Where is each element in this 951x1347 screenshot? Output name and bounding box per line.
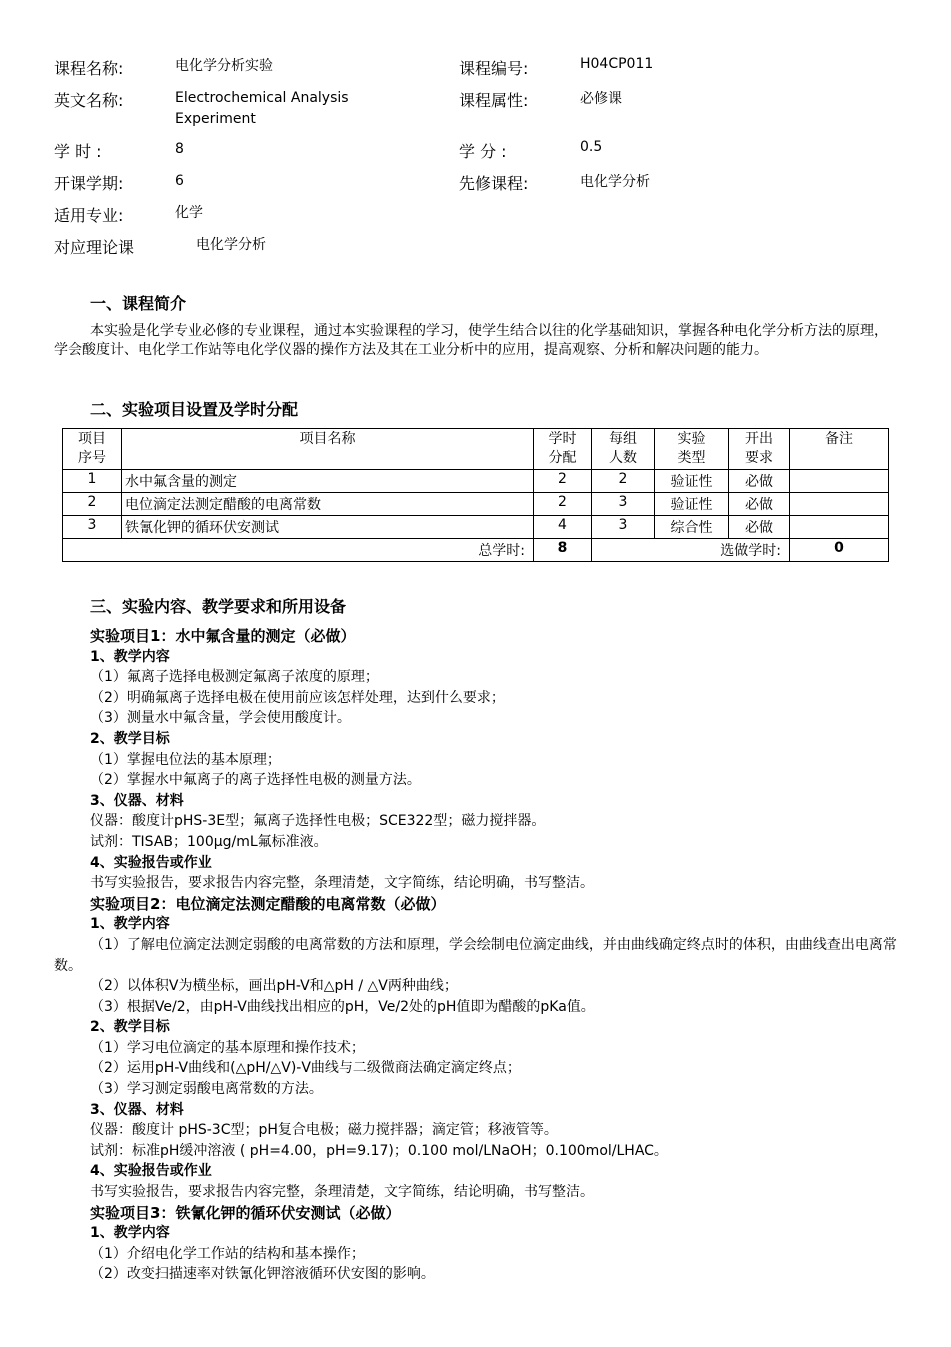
semester: 6 [175, 173, 184, 189]
subsection-heading: 3、仪器、材料 [90, 792, 184, 809]
major: 化学 [175, 205, 203, 221]
info-row [54, 203, 914, 226]
project-table [62, 428, 889, 562]
table-header: 开出 要求 [729, 429, 790, 470]
info-row [54, 88, 914, 130]
info-row [54, 235, 914, 258]
prereq: 电化学分析 [580, 174, 650, 190]
table-total-row [63, 539, 889, 562]
english-name: Electrochemical Analysis Experiment [175, 90, 349, 127]
section2-title: 二、实验项目设置及学时分配 [90, 400, 299, 419]
table-cell: 必做 [729, 470, 790, 493]
project-heading: 实验项目2：电位滴定法测定醋酸的电离常数（必做） [90, 894, 446, 913]
content-line: 试剂：TISAB；100μg/mL氟标准液。 [90, 833, 328, 850]
content-line: （1）氟离子选择电极测定氟离子浓度的原理； [90, 669, 379, 686]
table-cell [790, 493, 889, 516]
content-line: （2）改变扫描速率对铁氰化钾溶液循环伏安图的影响。 [90, 1266, 435, 1283]
theory-label: 对应理论课 [54, 238, 135, 257]
table-cell: 验证性 [655, 470, 729, 493]
content-line: 试剂：标准pH缓冲溶液 ( pH=4.00，pH=9.17)；0.100 mol/LNaOH；0.100mol/LHAC。 [90, 1142, 668, 1159]
info-row [54, 56, 914, 79]
content-line: 书写实验报告，要求报告内容完整，条理清楚，文字简练，结论明确，书写整洁。 [90, 1184, 594, 1201]
elective-hours: 0 [790, 539, 889, 562]
course-code-label: 课程编号: [459, 59, 529, 78]
content-line: （1）了解电位滴定法测定弱酸的电离常数的方法和原理，学会绘制电位滴定曲线，并由曲线确定终点时的体积，由曲线查出电离常数。 [54, 936, 897, 974]
section3-content [54, 626, 900, 1285]
table-header: 备注 [790, 429, 889, 470]
table-cell: 3 [592, 516, 655, 539]
table-cell: 综合性 [655, 516, 729, 539]
table-cell: 必做 [729, 516, 790, 539]
table-cell: 电位滴定法测定醋酸的电离常数 [122, 493, 534, 516]
table-cell: 2 [592, 470, 655, 493]
table-header-row [63, 429, 889, 470]
content-line: （2）明确氟离子选择电极在使用前应该怎样处理，达到什么要求； [90, 689, 505, 706]
table-cell [790, 470, 889, 493]
table-header: 项目 序号 [63, 429, 122, 470]
section3-title: 三、实验内容、教学要求和所用设备 [90, 597, 347, 616]
theory: 电化学分析 [196, 237, 266, 253]
content-line: （1）学习电位滴定的基本原理和操作技术； [90, 1039, 365, 1056]
section1-text: 本实验是化学专业必修的专业课程，通过本实验课程的学习，使学生结合以往的化学基础知识，掌握各种电化学分析方法的原理，学会酸度计、电化学工作站等电化学仪器的操作方法及其在工业分析中的应用，提高观察、分析和解决问题的能力。 [54, 323, 888, 358]
project-heading: 实验项目1：水中氟含量的测定（必做） [90, 627, 356, 645]
table-cell [790, 516, 889, 539]
subsection-heading: 2、教学目标 [90, 730, 170, 747]
table-cell: 2 [534, 493, 592, 516]
course-name-label: 课程名称: [54, 59, 124, 78]
table-row [63, 516, 889, 539]
course-code: H04CP011 [580, 56, 654, 72]
content-line: 仪器：酸度计pHS-3E型；氟离子选择性电极；SCE322型；磁力搅拌器。 [90, 813, 546, 830]
table-cell: 3 [592, 493, 655, 516]
section1-title: 一、课程简介 [90, 294, 187, 313]
project-heading: 实验项目3：铁氰化钾的循环伏安测试（必做） [90, 1203, 401, 1222]
course-name: 电化学分析实验 [175, 58, 273, 74]
info-row [54, 139, 914, 162]
major-label: 适用专业: [54, 206, 124, 225]
hours: 8 [175, 141, 184, 157]
table-cell: 2 [63, 493, 122, 516]
english-name-label: 英文名称: [54, 91, 124, 110]
content-line: 仪器：酸度计 pHS-3C型；pH复合电极；磁力搅拌器；滴定管；移液管等。 [90, 1122, 558, 1139]
course-type: 必修课 [580, 91, 622, 107]
table-header: 每组 人数 [592, 429, 655, 470]
table-header: 学时 分配 [534, 429, 592, 470]
table-header: 项目名称 [122, 429, 534, 470]
table-cell: 3 [63, 516, 122, 539]
total-hours: 8 [534, 539, 592, 562]
course-type-label: 课程属性: [459, 91, 529, 110]
content-line: （3）根据Ve/2，由pH-V曲线找出相应的pH，Ve/2处的pH值即为醋酸的pKa值。 [90, 998, 595, 1015]
content-line: 书写实验报告，要求报告内容完整，条理清楚，文字简练，结论明确，书写整洁。 [90, 875, 594, 892]
subsection-heading: 4、实验报告或作业 [90, 1163, 212, 1180]
content-line: （2）掌握水中氟离子的离子选择性电极的测量方法。 [90, 772, 421, 789]
prereq-label: 先修课程: [459, 174, 529, 193]
content-line: （1）掌握电位法的基本原理； [90, 751, 281, 768]
table-row [63, 493, 889, 516]
course-info [54, 56, 914, 267]
table-header: 实验 类型 [655, 429, 729, 470]
table-cell: 铁氰化钾的循环伏安测试 [122, 516, 534, 539]
table-cell: 水中氟含量的测定 [122, 470, 534, 493]
subsection-heading: 1、教学内容 [90, 648, 170, 665]
table-cell: 必做 [729, 493, 790, 516]
table-cell: 1 [63, 470, 122, 493]
elective-label: 选做学时: [592, 539, 790, 562]
content-line: （2）以体积V为横坐标，画出pH-V和△pH / △V两种曲线； [90, 978, 458, 995]
content-line: （3）学习测定弱酸电离常数的方法。 [90, 1081, 323, 1098]
subsection-heading: 2、教学目标 [90, 1019, 170, 1036]
total-label: 总学时: [63, 539, 534, 562]
subsection-heading: 3、仪器、材料 [90, 1101, 184, 1118]
subsection-heading: 4、实验报告或作业 [90, 854, 212, 871]
content-line: （3）测量水中氟含量，学会使用酸度计。 [90, 710, 351, 727]
info-row [54, 171, 914, 194]
semester-label: 开课学期: [54, 174, 124, 193]
credits: 0.5 [580, 139, 603, 155]
table-cell: 2 [534, 470, 592, 493]
subsection-heading: 1、教学内容 [90, 1225, 170, 1242]
table-cell: 4 [534, 516, 592, 539]
table-row [63, 470, 889, 493]
content-line: （2）运用pH-V曲线和(△pH/△V)-V曲线与二级微商法确定滴定终点； [90, 1060, 521, 1077]
subsection-heading: 1、教学内容 [90, 916, 170, 933]
credits-label: 学 分 : [459, 142, 507, 161]
hours-label: 学 时 : [54, 142, 102, 161]
content-line: （1）介绍电化学工作站的结构和基本操作； [90, 1245, 365, 1262]
table-cell: 验证性 [655, 493, 729, 516]
